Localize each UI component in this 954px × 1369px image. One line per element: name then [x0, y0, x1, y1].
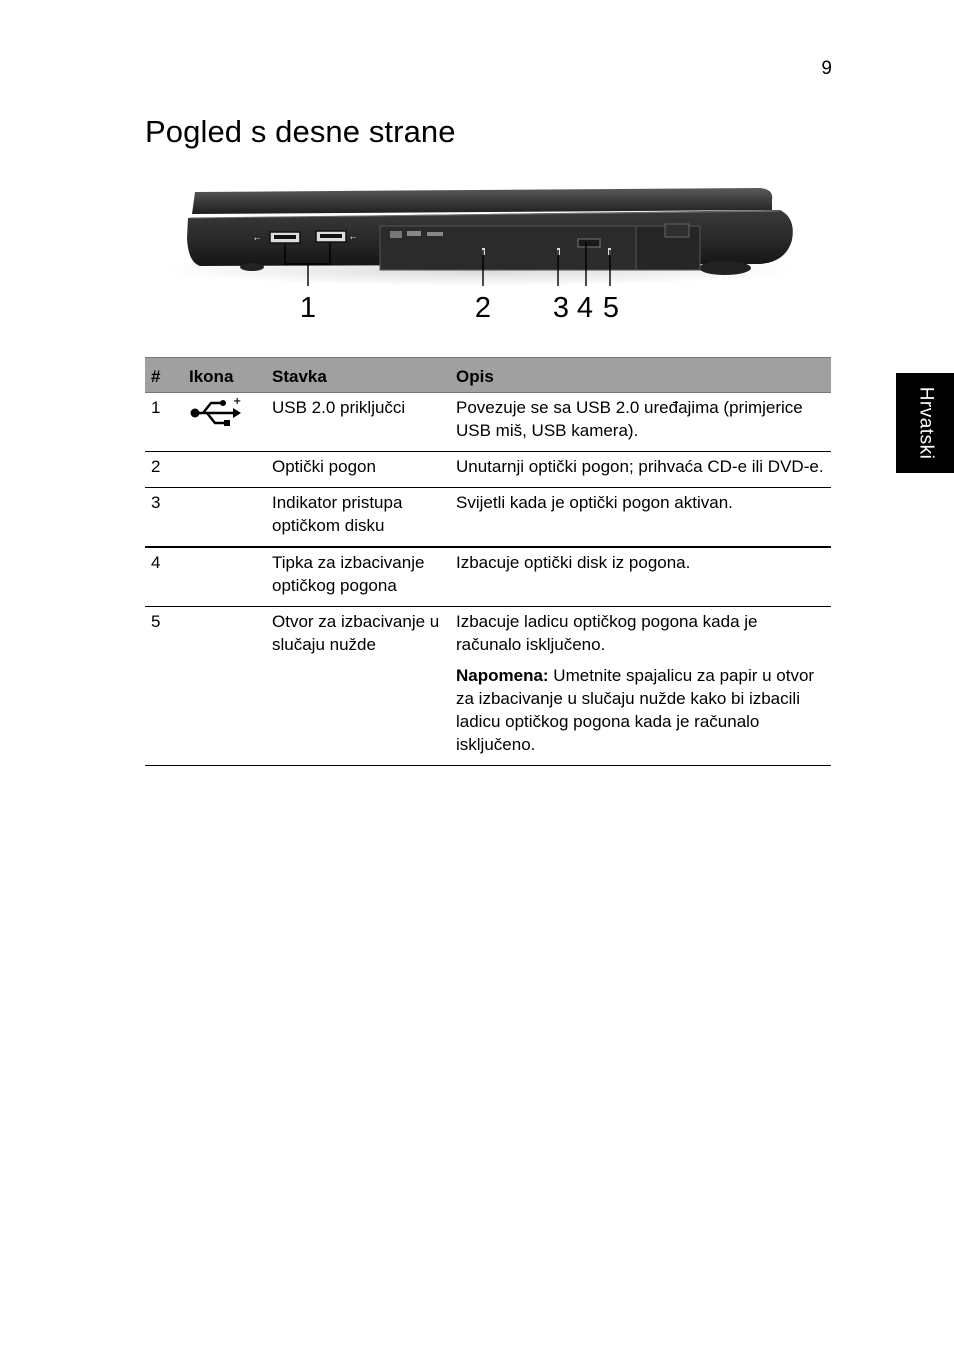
row-item: Tipka za izbacivanje optičkog pogona — [266, 547, 450, 607]
page-title: Pogled s desne strane — [145, 114, 456, 149]
row-item: Optički pogon — [266, 452, 450, 488]
table-row — [145, 393, 831, 452]
svg-text:⭠: ⭠ — [350, 233, 357, 242]
note-text: Umetnite spajalicu za papir u otvor za izbacivanje u slučaju nužde kako bi izbacili ladicu optičkog pogona kada je računalo isključeno. — [456, 666, 815, 754]
header-number: # — [145, 358, 183, 393]
row-item: USB 2.0 priključci — [266, 393, 450, 452]
table-header-row — [145, 358, 831, 393]
row-item: Indikator pristupa optičkom disku — [266, 488, 450, 548]
row-description: Povezuje se sa USB 2.0 uređajima (primjerice USB miš, USB kamera). — [450, 393, 831, 452]
row-description: Izbacuje ladicu optičkog pogona kada je računalo isključeno. — [456, 612, 758, 654]
table-row — [145, 452, 831, 488]
row-icon-cell — [183, 488, 266, 548]
row-description-cell — [450, 607, 831, 766]
note-label: Napomena: — [456, 666, 549, 685]
language-tab — [896, 373, 954, 473]
row-description: Svijetli kada je optički pogon aktivan. — [450, 488, 831, 548]
row-number: 1 — [145, 393, 183, 452]
table-row — [145, 607, 831, 766]
table-row — [145, 547, 831, 607]
callout-4: 4 — [576, 292, 594, 324]
row-item: Otvor za izbacivanje u slučaju nužde — [266, 607, 450, 766]
ports-table — [145, 357, 831, 766]
row-number: 4 — [145, 547, 183, 607]
row-number: 5 — [145, 607, 183, 766]
callout-2: 2 — [474, 292, 492, 324]
header-description: Opis — [450, 358, 831, 393]
row-icon-cell — [183, 393, 266, 452]
page-number: 9 — [821, 58, 832, 79]
row-description: Izbacuje optički disk iz pogona. — [450, 547, 831, 607]
row-number: 2 — [145, 452, 183, 488]
laptop-right-side-figure — [160, 178, 810, 338]
header-icon: Ikona — [183, 358, 266, 393]
row-icon-cell — [183, 607, 266, 766]
row-icon-cell — [183, 547, 266, 607]
row-number: 3 — [145, 488, 183, 548]
row-icon-cell — [183, 452, 266, 488]
svg-text:+: + — [233, 396, 242, 407]
row-description: Unutarnji optički pogon; prihvaća CD-e ili DVD-e. — [450, 452, 831, 488]
laptop-side-illustration — [160, 178, 810, 338]
callout-5: 5 — [602, 292, 620, 324]
callout-3: 3 — [552, 292, 570, 324]
language-tab-label: Hrvatski — [915, 386, 936, 460]
note — [456, 664, 825, 756]
callout-1: 1 — [299, 292, 317, 324]
svg-text:⭠: ⭠ — [254, 234, 261, 243]
usb-icon — [189, 396, 243, 426]
header-item: Stavka — [266, 358, 450, 393]
table-row — [145, 488, 831, 548]
